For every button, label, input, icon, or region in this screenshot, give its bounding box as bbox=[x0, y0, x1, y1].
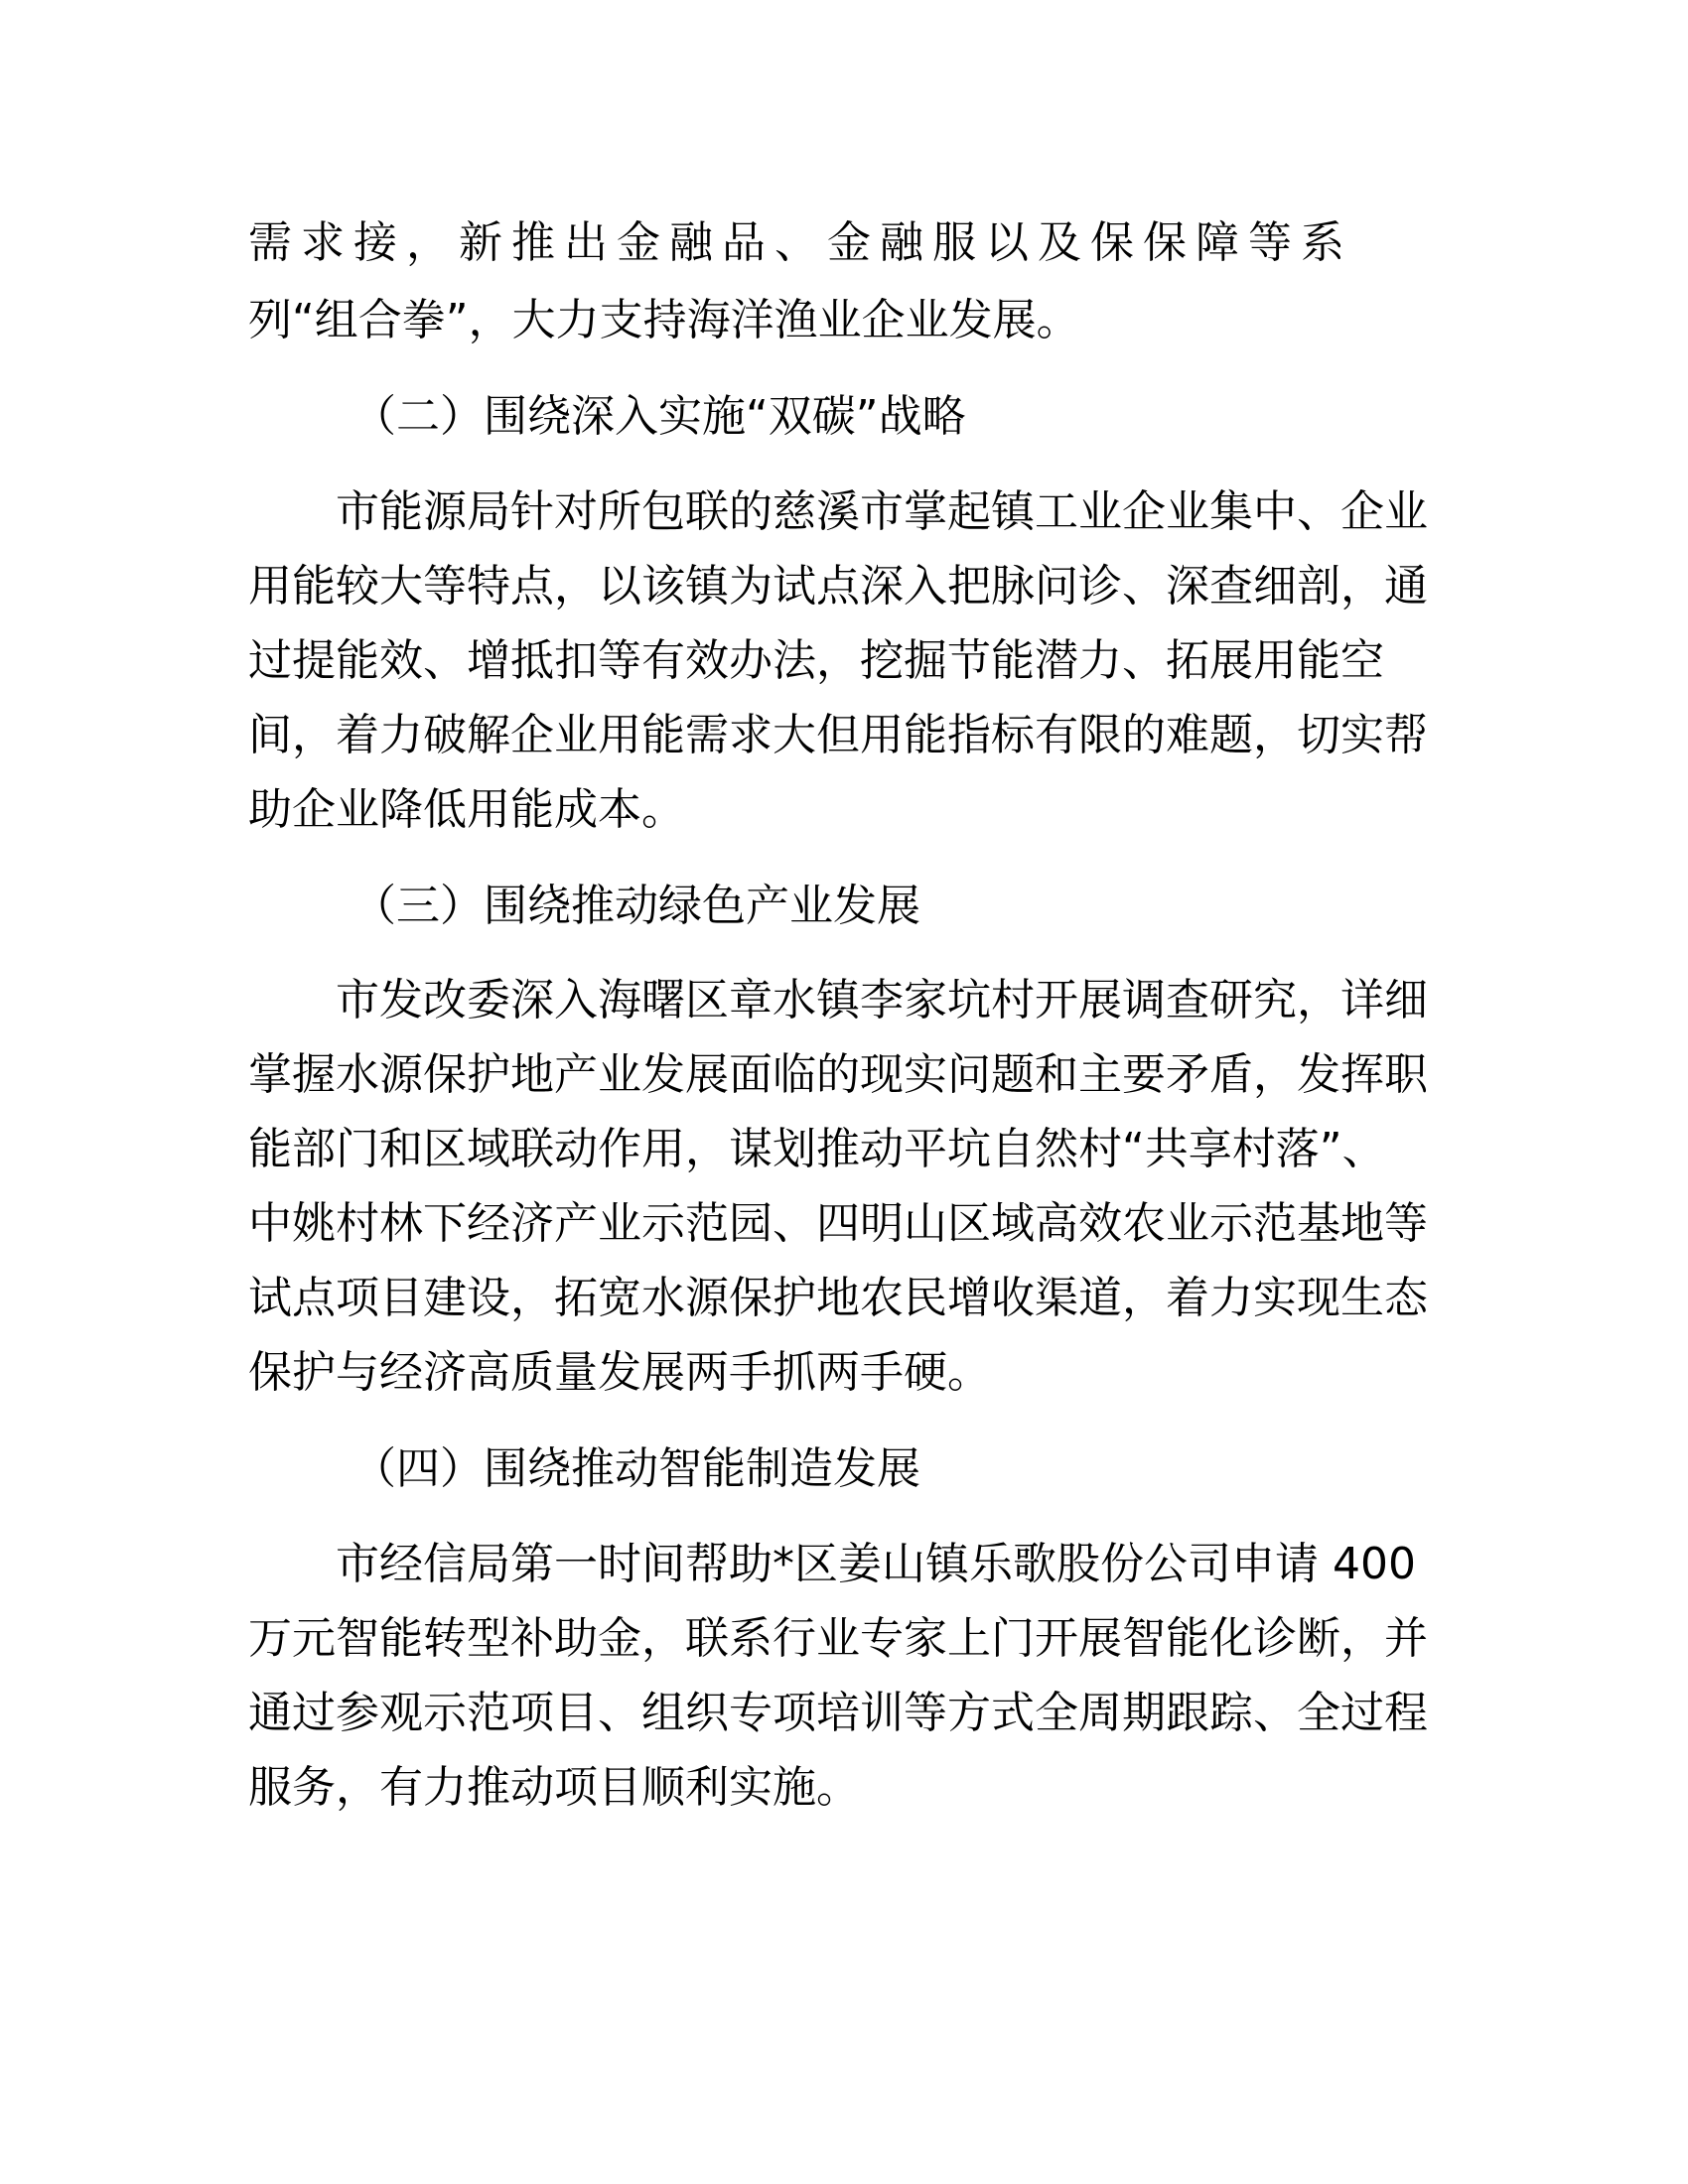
paragraph-line: 中姚村林下经济产业示范园、四明山区域高效农业示范基地等 bbox=[248, 1198, 1428, 1249]
paragraph-line: 试点项目建设，拓宽水源保护地农民增收渠道，着力实现生态 bbox=[248, 1273, 1428, 1323]
section-heading: （三）围绕推动绿色产业发展 bbox=[352, 881, 920, 931]
paragraph-line: 服务，有力推动项目顺利实施。 bbox=[248, 1762, 860, 1813]
paragraph-line: 列“组合拳”，大力支持海洋渔业企业发展。 bbox=[248, 295, 1080, 345]
section-heading: （二）围绕深入实施“双碳”战略 bbox=[352, 391, 966, 442]
paragraph-line: 间，着力破解企业用能需求大但用能指标有限的难题，切实帮 bbox=[248, 710, 1428, 760]
paragraph-line: 通过参观示范项目、组织专项培训等方式全周期跟踪、全过程 bbox=[248, 1688, 1428, 1738]
paragraph-line: 掌握水源保护地产业发展面临的现实问题和主要矛盾，发挥职 bbox=[248, 1049, 1428, 1100]
paragraph-line: 需求接，新推出金融品、金融服以及保保障等系 bbox=[248, 217, 1353, 268]
section-heading: （四）围绕推动智能制造发展 bbox=[352, 1443, 920, 1494]
paragraph-line: 保护与经济高质量发展两手抓两手硬。 bbox=[248, 1347, 991, 1398]
paragraph-line: 市发改委深入海曙区章水镇李家坑村开展调查研究，详细 bbox=[336, 975, 1428, 1025]
paragraph-line: 用能较大等特点，以该镇为试点深入把脉问诊、深查细剖，通 bbox=[248, 561, 1428, 612]
paragraph-line: 助企业降低用能成本。 bbox=[248, 784, 685, 835]
paragraph-line: 市经信局第一时间帮助*区姜山镇乐歌股份公司申请 400 bbox=[336, 1539, 1416, 1589]
paragraph-line: 过提能效、增抵扣等有效办法，挖掘节能潜力、拓展用能空 bbox=[248, 635, 1384, 686]
paragraph-line: 万元智能转型补助金，联系行业专家上门开展智能化诊断，并 bbox=[248, 1613, 1428, 1664]
paragraph-line: 能部门和区域联动作用，谋划推动平坑自然村“共享村落”、 bbox=[248, 1124, 1386, 1174]
paragraph-line: 市能源局针对所包联的慈溪市掌起镇工业企业集中、企业 bbox=[336, 486, 1428, 537]
